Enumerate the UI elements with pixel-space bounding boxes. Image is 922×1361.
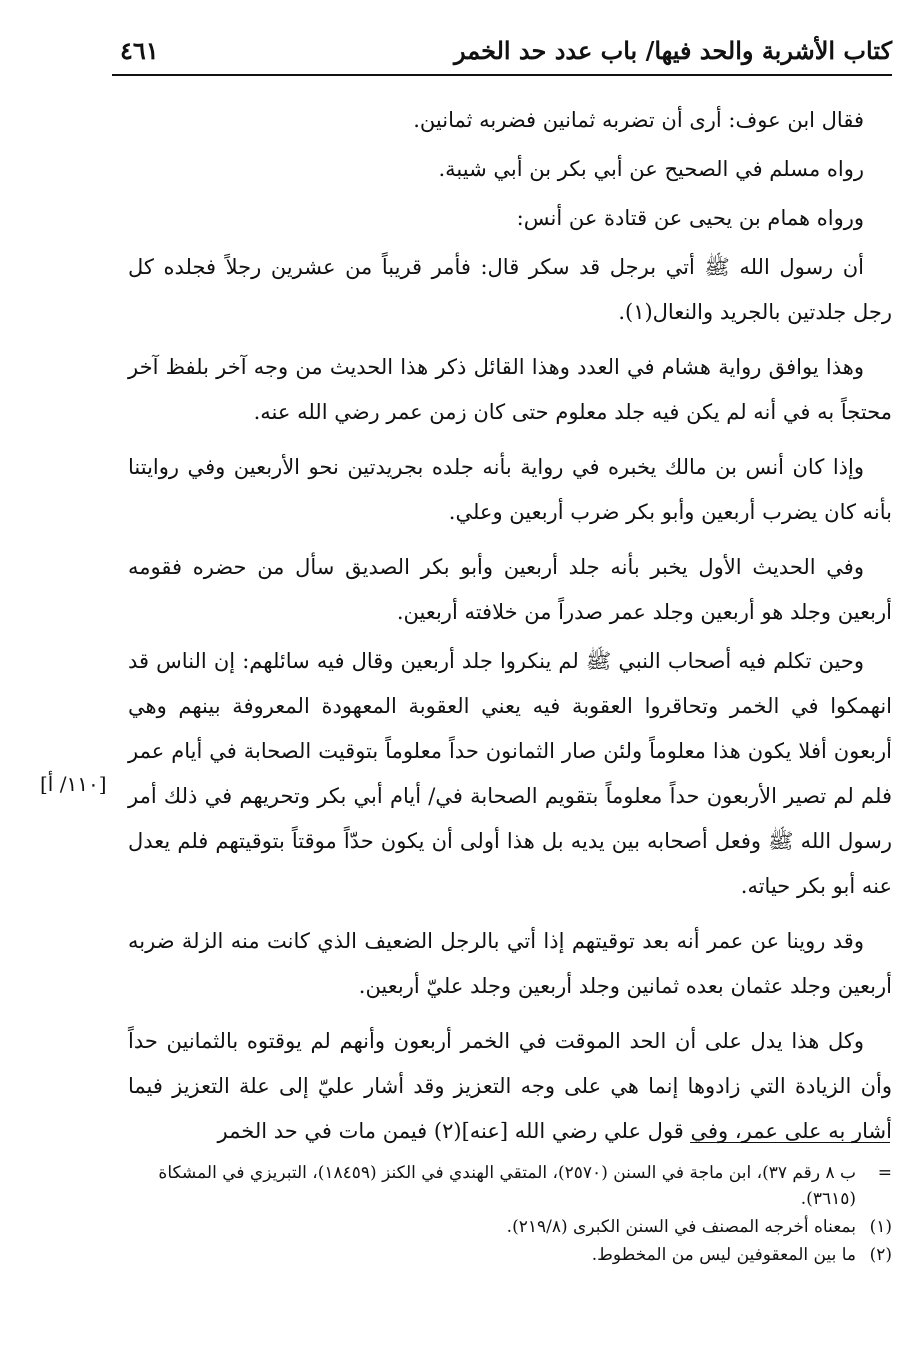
page-number: ٤٦١: [120, 36, 159, 65]
paragraph: وكل هذا يدل على أن الحد الموقت في الخمر أربعون وأنهم لم يوقتوه بالثمانين حداً وأن الزيادة التي زادوها إنما هي على وجه التعزيز وقد أشار عليّ إلى علة التعزيز فيما أشار به على عمر، وفي قول علي رضي الله [عنه](٢) فيمن مات في حد الخمر: [128, 1029, 892, 1143]
paragraph: وحين تكلم فيه أصحاب النبي ﷺ لم ينكروا جلد أربعين وقال فيه سائلهم: إن الناس قد انهمكوا في الخمر وتحاقروا العقوبة فيه يعني العقوبة المعهودة المعروفة بينهم وهي أربعون أفلا يكون هذا معلوماً ولئن صار الثمانون حداً معلوماً بتوقيت الصحابة في أيام عمر فلم لم تصير الأربعون حداً معلوماً بتقويم الصحابة في/ أيام أبي بكر وتحريهم في ذلك أمر رسول الله ﷺ وفعل أصحابه بين يديه بل هذا أولى أن يكون حدّاً موقتاً بتوقيتهم فلم يعدل عنه أبو بكر حياته.: [128, 649, 892, 898]
footnote-mark: =: [877, 1163, 892, 1183]
header-divider: [112, 74, 892, 76]
footnote-text: ب ٨ رقم ٣٧)، ابن ماجة في السنن (٢٥٧٠)، المتقي الهندي في الكنز (١٨٤٥٩)، التبريزي في المشكاة (٣٦١٥).: [158, 1163, 856, 1209]
footnotes: [128, 1160, 892, 1270]
main-text: [128, 98, 892, 1158]
paragraph: وقد روينا عن عمر أنه بعد توقيتهم إذا أتي بالرجل الضعيف الذي كانت منه الزلة ضربه أربعين وجلد عثمان بعده ثمانين وجلد أربعين وجلد عليّ أربعين.: [128, 929, 892, 998]
footnote-mark: (٢): [869, 1245, 892, 1265]
paragraph: وهذا يوافق رواية هشام في العدد وهذا القائل ذكر هذا الحديث من وجه آخر بلفظ آخر محتجاً به في أنه لم يكن فيه جلد معلوم حتى كان زمن عمر رضي الله عنه.: [128, 355, 892, 424]
paragraph: وفي الحديث الأول يخبر بأنه جلد أربعين وأبو بكر الصديق سأل من حضره فقومه أربعين وجلد هو أربعين وجلد عمر صدراً من خلافته أربعين.: [128, 555, 892, 624]
paragraph: ورواه همام بن يحيى عن قتادة عن أنس:: [516, 206, 864, 230]
paragraph: وإذا كان أنس بن مالك يخبره في رواية بأنه جلده بجريدتين نحو الأربعين وفي روايتنا بأنه كان يضرب أربعين وأبو بكر ضرب أربعين وعلي.: [128, 455, 892, 524]
paragraph: أن رسول الله ﷺ أتي برجل قد سكر قال: فأمر قريباً من عشرين رجلاً فجلده كل رجل جلدتين بالجريد والنعال(١).: [128, 255, 892, 324]
paragraph: فقال ابن عوف: أرى أن تضربه ثمانين فضربه ثمانين.: [413, 108, 864, 132]
running-title: كتاب الأشربة والحد فيها/ باب عدد حد الخمر: [453, 36, 892, 65]
footnote-text: ما بين المعقوفين ليس من المخطوط.: [591, 1245, 856, 1265]
manuscript-folio-marker: [١١٠/ أ]: [40, 772, 107, 796]
footnote: [128, 1160, 892, 1212]
footnote-mark: (١): [869, 1217, 892, 1237]
footnote-divider: [690, 1142, 890, 1143]
footnote: [128, 1214, 892, 1240]
paragraph: رواه مسلم في الصحيح عن أبي بكر بن أبي شيبة.: [438, 157, 864, 181]
footnote-text: بمعناه أخرجه المصنف في السنن الكبرى (٢١٩/٨).: [506, 1217, 856, 1237]
footnote: [128, 1242, 892, 1268]
page-header: [112, 32, 892, 72]
